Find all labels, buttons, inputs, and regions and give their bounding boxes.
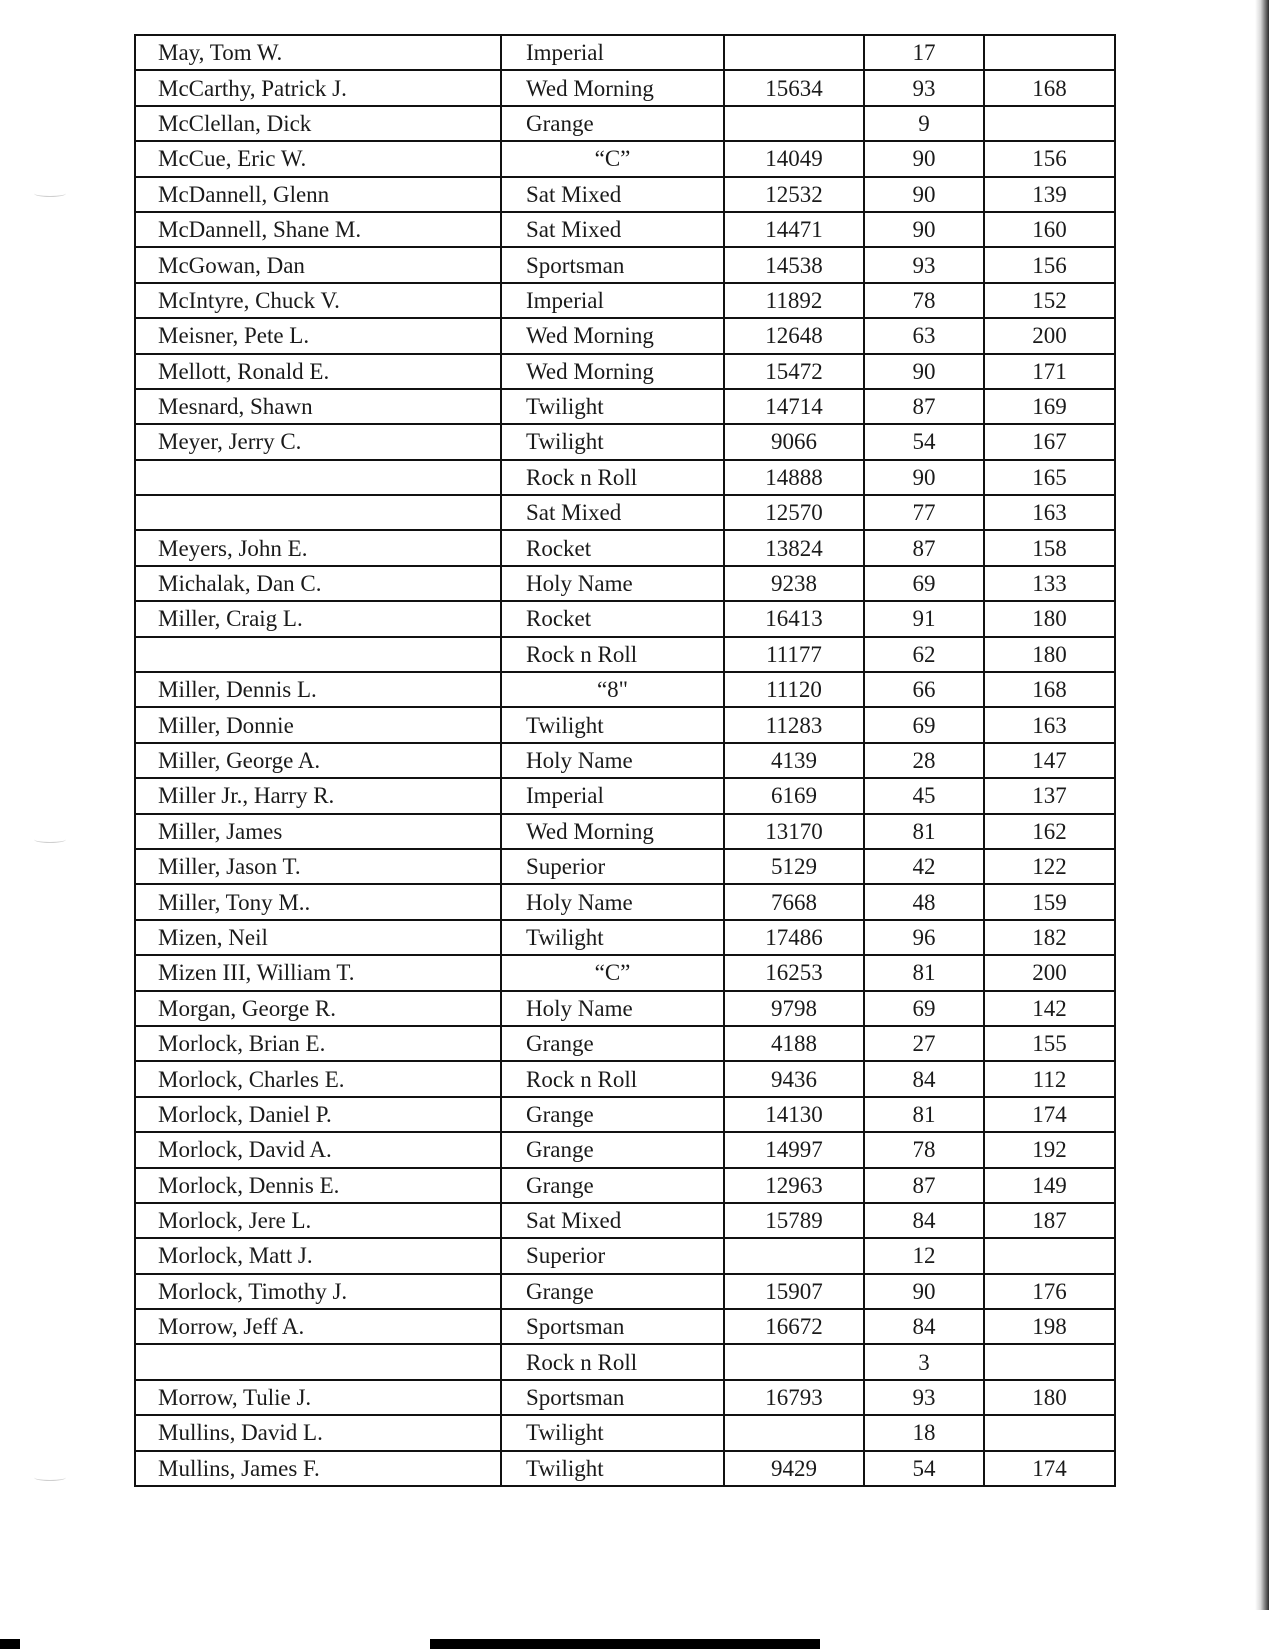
average-cell: 174 — [984, 1097, 1115, 1132]
bowler-averages-table — [134, 34, 1116, 1487]
total-pins-cell: 16413 — [724, 601, 864, 636]
games-cell: 90 — [864, 354, 984, 389]
league-cell: Wed Morning — [501, 814, 724, 849]
games-cell: 90 — [864, 141, 984, 176]
bowler-name-cell: Miller, Dennis L. — [135, 672, 501, 707]
league-cell: Rock n Roll — [501, 460, 724, 495]
punch-hole-mark — [34, 1474, 66, 1481]
league-cell: Rock n Roll — [501, 1344, 724, 1379]
total-pins-cell: 9066 — [724, 424, 864, 459]
average-cell: 160 — [984, 212, 1115, 247]
league-cell: Imperial — [501, 778, 724, 813]
average-cell: 180 — [984, 637, 1115, 672]
average-cell: 165 — [984, 460, 1115, 495]
games-cell: 17 — [864, 35, 984, 70]
table-row — [135, 991, 1115, 1026]
bowler-name-cell: Mizen, Neil — [135, 920, 501, 955]
bowler-name-cell: McClellan, Dick — [135, 106, 501, 141]
games-cell: 84 — [864, 1309, 984, 1344]
bowler-name-cell — [135, 1344, 501, 1379]
table-row — [135, 1061, 1115, 1096]
bowler-name-cell — [135, 460, 501, 495]
table-row — [135, 601, 1115, 636]
bowler-name-cell: May, Tom W. — [135, 35, 501, 70]
total-pins-cell: 11177 — [724, 637, 864, 672]
table-row — [135, 460, 1115, 495]
average-cell: 149 — [984, 1168, 1115, 1203]
table-row — [135, 1132, 1115, 1167]
total-pins-cell: 13170 — [724, 814, 864, 849]
league-cell: Twilight — [501, 1415, 724, 1450]
average-cell — [984, 35, 1115, 70]
table-row — [135, 1380, 1115, 1415]
average-cell: 158 — [984, 530, 1115, 565]
average-cell: 169 — [984, 389, 1115, 424]
bowler-name-cell: Morlock, Daniel P. — [135, 1097, 501, 1132]
league-cell: Superior — [501, 1238, 724, 1273]
average-cell: 156 — [984, 247, 1115, 282]
bowler-name-cell: Meisner, Pete L. — [135, 318, 501, 353]
table-row — [135, 1274, 1115, 1309]
table-row — [135, 1451, 1115, 1486]
average-cell: 168 — [984, 672, 1115, 707]
bowler-name-cell: Morlock, Matt J. — [135, 1238, 501, 1273]
league-cell: Twilight — [501, 920, 724, 955]
average-cell — [984, 106, 1115, 141]
games-cell: 81 — [864, 1097, 984, 1132]
average-cell — [984, 1238, 1115, 1273]
games-cell: 84 — [864, 1061, 984, 1096]
league-cell: Holy Name — [501, 991, 724, 1026]
total-pins-cell: 14888 — [724, 460, 864, 495]
bowler-name-cell: Mullins, David L. — [135, 1415, 501, 1450]
bowler-name-cell: Michalak, Dan C. — [135, 566, 501, 601]
bowler-name-cell: Mullins, James F. — [135, 1451, 501, 1486]
total-pins-cell: 14997 — [724, 1132, 864, 1167]
games-cell: 91 — [864, 601, 984, 636]
table-row — [135, 354, 1115, 389]
league-cell: Sat Mixed — [501, 495, 724, 530]
table-row — [135, 530, 1115, 565]
total-pins-cell: 11120 — [724, 672, 864, 707]
average-cell: 133 — [984, 566, 1115, 601]
games-cell: 18 — [864, 1415, 984, 1450]
total-pins-cell: 14130 — [724, 1097, 864, 1132]
average-cell: 142 — [984, 991, 1115, 1026]
total-pins-cell: 12648 — [724, 318, 864, 353]
table-row — [135, 566, 1115, 601]
total-pins-cell: 14471 — [724, 212, 864, 247]
league-cell: Wed Morning — [501, 70, 724, 105]
bowler-name-cell: Morlock, Timothy J. — [135, 1274, 501, 1309]
table-row — [135, 70, 1115, 105]
bowler-name-cell: Miller, Craig L. — [135, 601, 501, 636]
average-cell: 180 — [984, 601, 1115, 636]
league-cell: Twilight — [501, 389, 724, 424]
scan-bottom-edge — [0, 1639, 1275, 1649]
bowler-name-cell: Miller, Tony M.. — [135, 884, 501, 919]
table-row — [135, 1026, 1115, 1061]
bowler-name-cell — [135, 495, 501, 530]
bowler-name-cell: Miller Jr., Harry R. — [135, 778, 501, 813]
bowler-name-cell: Morlock, David A. — [135, 1132, 501, 1167]
table-row — [135, 177, 1115, 212]
average-cell: 182 — [984, 920, 1115, 955]
league-cell: Rocket — [501, 530, 724, 565]
table-row — [135, 743, 1115, 778]
league-cell: “C” — [501, 141, 724, 176]
table-row — [135, 1344, 1115, 1379]
league-cell: Grange — [501, 1274, 724, 1309]
league-cell: Grange — [501, 1026, 724, 1061]
games-cell: 90 — [864, 460, 984, 495]
league-cell: Grange — [501, 1097, 724, 1132]
average-cell: 147 — [984, 743, 1115, 778]
games-cell: 48 — [864, 884, 984, 919]
bowler-name-cell: Mizen III, William T. — [135, 955, 501, 990]
table-row — [135, 106, 1115, 141]
table-row — [135, 247, 1115, 282]
table-row — [135, 141, 1115, 176]
league-cell: Imperial — [501, 283, 724, 318]
total-pins-cell: 11283 — [724, 707, 864, 742]
bowler-name-cell: McDannell, Shane M. — [135, 212, 501, 247]
games-cell: 78 — [864, 283, 984, 318]
league-cell: Wed Morning — [501, 318, 724, 353]
total-pins-cell: 15472 — [724, 354, 864, 389]
bowler-name-cell: McIntyre, Chuck V. — [135, 283, 501, 318]
bowler-name-cell: Miller, Jason T. — [135, 849, 501, 884]
games-cell: 9 — [864, 106, 984, 141]
average-cell: 174 — [984, 1451, 1115, 1486]
average-cell: 163 — [984, 707, 1115, 742]
bowler-name-cell: Mellott, Ronald E. — [135, 354, 501, 389]
total-pins-cell: 9798 — [724, 991, 864, 1026]
league-cell: Holy Name — [501, 743, 724, 778]
games-cell: 90 — [864, 212, 984, 247]
games-cell: 87 — [864, 389, 984, 424]
table-row — [135, 1097, 1115, 1132]
games-cell: 90 — [864, 1274, 984, 1309]
table-row — [135, 1309, 1115, 1344]
average-cell: 156 — [984, 141, 1115, 176]
bowler-name-cell: Mesnard, Shawn — [135, 389, 501, 424]
scan-page-edge — [1255, 0, 1269, 1610]
bowler-name-cell: Miller, George A. — [135, 743, 501, 778]
average-cell: 200 — [984, 318, 1115, 353]
table-row — [135, 1203, 1115, 1238]
table-row — [135, 884, 1115, 919]
table-row — [135, 283, 1115, 318]
games-cell: 87 — [864, 1168, 984, 1203]
table-body — [135, 35, 1115, 1486]
bowler-name-cell — [135, 637, 501, 672]
league-cell: Grange — [501, 1132, 724, 1167]
bowler-name-cell: Meyers, John E. — [135, 530, 501, 565]
bowler-name-cell: McCue, Eric W. — [135, 141, 501, 176]
league-cell: Sat Mixed — [501, 212, 724, 247]
bowler-name-cell: Morlock, Dennis E. — [135, 1168, 501, 1203]
total-pins-cell: 16672 — [724, 1309, 864, 1344]
league-cell: Rock n Roll — [501, 1061, 724, 1096]
average-cell: 198 — [984, 1309, 1115, 1344]
games-cell: 81 — [864, 955, 984, 990]
table-row — [135, 212, 1115, 247]
total-pins-cell — [724, 106, 864, 141]
bowler-name-cell: Miller, Donnie — [135, 707, 501, 742]
bowler-name-cell: Meyer, Jerry C. — [135, 424, 501, 459]
games-cell: 69 — [864, 991, 984, 1026]
bowler-name-cell: Miller, James — [135, 814, 501, 849]
table-row — [135, 955, 1115, 990]
total-pins-cell — [724, 1415, 864, 1450]
bowler-name-cell: Morlock, Brian E. — [135, 1026, 501, 1061]
average-cell: 112 — [984, 1061, 1115, 1096]
league-cell: Grange — [501, 106, 724, 141]
total-pins-cell: 6169 — [724, 778, 864, 813]
total-pins-cell — [724, 1344, 864, 1379]
average-cell: 162 — [984, 814, 1115, 849]
bowler-name-cell: McDannell, Glenn — [135, 177, 501, 212]
league-cell: Twilight — [501, 1451, 724, 1486]
games-cell: 96 — [864, 920, 984, 955]
games-cell: 3 — [864, 1344, 984, 1379]
table-row — [135, 389, 1115, 424]
total-pins-cell: 14714 — [724, 389, 864, 424]
games-cell: 45 — [864, 778, 984, 813]
league-cell: “C” — [501, 955, 724, 990]
total-pins-cell: 9429 — [724, 1451, 864, 1486]
games-cell: 42 — [864, 849, 984, 884]
average-cell: 180 — [984, 1380, 1115, 1415]
bowler-name-cell: Morrow, Jeff A. — [135, 1309, 501, 1344]
table-row — [135, 778, 1115, 813]
bowler-name-cell: Morrow, Tulie J. — [135, 1380, 501, 1415]
games-cell: 81 — [864, 814, 984, 849]
average-cell — [984, 1415, 1115, 1450]
average-cell: 200 — [984, 955, 1115, 990]
games-cell: 93 — [864, 1380, 984, 1415]
total-pins-cell: 16793 — [724, 1380, 864, 1415]
league-cell: Superior — [501, 849, 724, 884]
total-pins-cell: 12532 — [724, 177, 864, 212]
average-cell: 187 — [984, 1203, 1115, 1238]
games-cell: 28 — [864, 743, 984, 778]
total-pins-cell: 9238 — [724, 566, 864, 601]
games-cell: 62 — [864, 637, 984, 672]
bowler-name-cell: Morlock, Jere L. — [135, 1203, 501, 1238]
league-cell: Rock n Roll — [501, 637, 724, 672]
total-pins-cell: 16253 — [724, 955, 864, 990]
league-cell: Sportsman — [501, 1380, 724, 1415]
league-cell: Sportsman — [501, 247, 724, 282]
league-cell: Holy Name — [501, 884, 724, 919]
average-cell: 159 — [984, 884, 1115, 919]
games-cell: 12 — [864, 1238, 984, 1273]
games-cell: 69 — [864, 707, 984, 742]
total-pins-cell: 14538 — [724, 247, 864, 282]
league-cell: Imperial — [501, 35, 724, 70]
total-pins-cell: 5129 — [724, 849, 864, 884]
table-row — [135, 495, 1115, 530]
league-cell: Wed Morning — [501, 354, 724, 389]
games-cell: 93 — [864, 70, 984, 105]
average-cell: 176 — [984, 1274, 1115, 1309]
table-row — [135, 849, 1115, 884]
total-pins-cell: 13824 — [724, 530, 864, 565]
league-cell: Holy Name — [501, 566, 724, 601]
bowler-name-cell: McCarthy, Patrick J. — [135, 70, 501, 105]
games-cell: 63 — [864, 318, 984, 353]
table-row — [135, 707, 1115, 742]
games-cell: 54 — [864, 1451, 984, 1486]
total-pins-cell — [724, 35, 864, 70]
games-cell: 84 — [864, 1203, 984, 1238]
punch-hole-mark — [34, 190, 66, 197]
games-cell: 27 — [864, 1026, 984, 1061]
table-row — [135, 672, 1115, 707]
total-pins-cell: 15907 — [724, 1274, 864, 1309]
average-cell: 155 — [984, 1026, 1115, 1061]
league-cell: Sat Mixed — [501, 177, 724, 212]
average-cell: 167 — [984, 424, 1115, 459]
league-cell: Sportsman — [501, 1309, 724, 1344]
punch-hole-mark — [34, 836, 66, 843]
table-row — [135, 35, 1115, 70]
league-cell: Grange — [501, 1168, 724, 1203]
average-cell: 168 — [984, 70, 1115, 105]
games-cell: 78 — [864, 1132, 984, 1167]
total-pins-cell: 4188 — [724, 1026, 864, 1061]
total-pins-cell: 17486 — [724, 920, 864, 955]
games-cell: 66 — [864, 672, 984, 707]
average-cell: 122 — [984, 849, 1115, 884]
average-cell: 171 — [984, 354, 1115, 389]
table-row — [135, 814, 1115, 849]
table-row — [135, 637, 1115, 672]
total-pins-cell: 15789 — [724, 1203, 864, 1238]
games-cell: 54 — [864, 424, 984, 459]
games-cell: 87 — [864, 530, 984, 565]
games-cell: 90 — [864, 177, 984, 212]
total-pins-cell: 11892 — [724, 283, 864, 318]
games-cell: 77 — [864, 495, 984, 530]
average-cell — [984, 1344, 1115, 1379]
table-row — [135, 318, 1115, 353]
average-cell: 192 — [984, 1132, 1115, 1167]
total-pins-cell: 12963 — [724, 1168, 864, 1203]
bowler-name-cell: McGowan, Dan — [135, 247, 501, 282]
bowler-name-cell: Morlock, Charles E. — [135, 1061, 501, 1096]
league-cell: Twilight — [501, 424, 724, 459]
league-cell: “8" — [501, 672, 724, 707]
total-pins-cell: 15634 — [724, 70, 864, 105]
bowler-name-cell: Morgan, George R. — [135, 991, 501, 1026]
total-pins-cell — [724, 1238, 864, 1273]
table-row — [135, 1168, 1115, 1203]
total-pins-cell: 9436 — [724, 1061, 864, 1096]
total-pins-cell: 14049 — [724, 141, 864, 176]
average-cell: 139 — [984, 177, 1115, 212]
games-cell: 93 — [864, 247, 984, 282]
table-row — [135, 1415, 1115, 1450]
table-row — [135, 1238, 1115, 1273]
average-cell: 152 — [984, 283, 1115, 318]
total-pins-cell: 4139 — [724, 743, 864, 778]
total-pins-cell: 12570 — [724, 495, 864, 530]
league-cell: Rocket — [501, 601, 724, 636]
table-row — [135, 424, 1115, 459]
bowler-averages-document — [134, 34, 1114, 1487]
average-cell: 137 — [984, 778, 1115, 813]
games-cell: 69 — [864, 566, 984, 601]
league-cell: Sat Mixed — [501, 1203, 724, 1238]
league-cell: Twilight — [501, 707, 724, 742]
total-pins-cell: 7668 — [724, 884, 864, 919]
table-row — [135, 920, 1115, 955]
average-cell: 163 — [984, 495, 1115, 530]
